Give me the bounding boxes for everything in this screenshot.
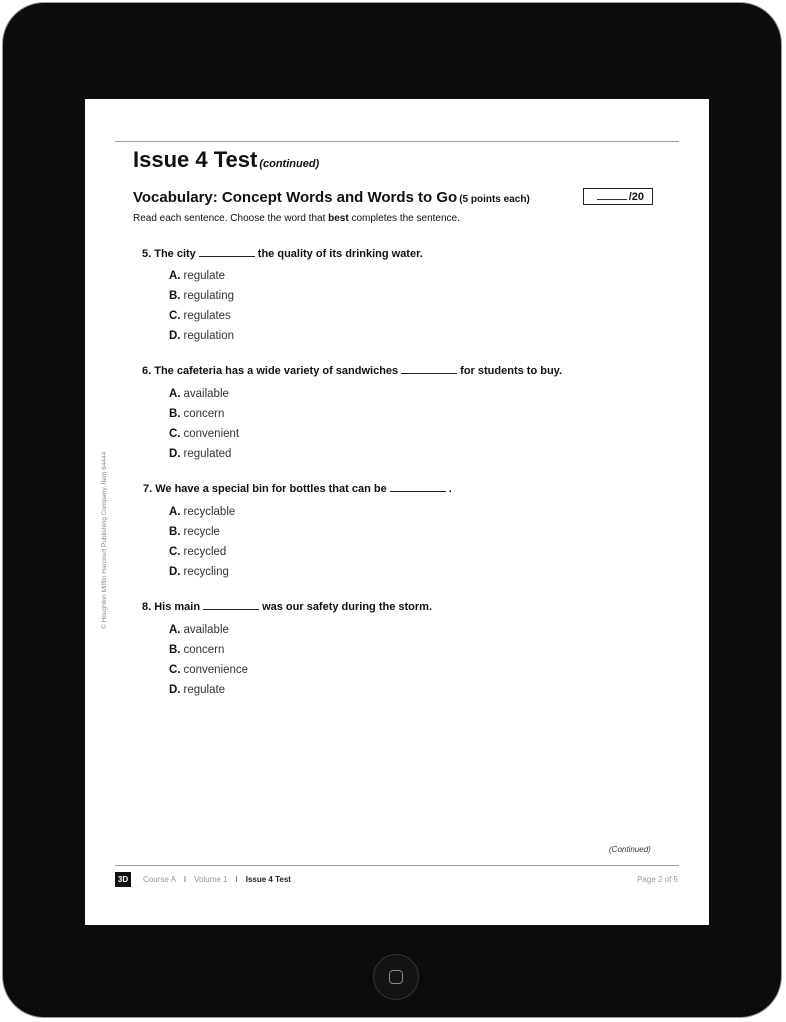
instructions-before: Read each sentence. Choose the word that [133, 213, 329, 224]
option-letter: A. [169, 270, 181, 282]
option-text: regulating [183, 290, 235, 302]
option-text: regulates [183, 310, 231, 322]
option-letter: C. [169, 428, 181, 440]
question-stem: 6. The cafeteria has a wide variety of sandwiches [142, 365, 399, 377]
page-title [133, 147, 319, 173]
question-5 [142, 247, 423, 260]
question-stem: 8. His main [142, 601, 201, 613]
option-6d[interactable] [169, 448, 231, 460]
option-letter: D. [169, 566, 181, 578]
option-8a[interactable] [169, 624, 229, 636]
option-text: recycle [183, 526, 220, 538]
option-6a[interactable] [169, 388, 229, 400]
option-letter: A. [169, 388, 181, 400]
footer-info [143, 875, 291, 884]
option-8b[interactable] [169, 644, 224, 656]
question-stem-end: the quality of its drinking water. [257, 248, 423, 260]
option-text: recyclable [183, 506, 236, 518]
instructions-emphasis: best [328, 213, 349, 224]
option-text: recycling [183, 566, 229, 578]
option-text: convenient [183, 428, 240, 440]
footer-rule [115, 865, 679, 866]
footer-divider: I [183, 875, 187, 884]
publisher-logo: 3D [115, 872, 131, 887]
option-text: regulate [183, 270, 226, 282]
option-text: concern [183, 644, 225, 656]
option-letter: D. [169, 448, 181, 460]
option-7a[interactable] [169, 506, 235, 518]
option-5a[interactable] [169, 270, 225, 282]
section-heading [133, 189, 530, 206]
option-letter: D. [169, 684, 181, 696]
option-letter: B. [169, 644, 181, 656]
option-5c[interactable] [169, 310, 231, 322]
answer-blank [390, 482, 446, 492]
document-page [85, 99, 709, 925]
copyright-note: © Houghton Mifflin Harcourt Publishing Company. Item 64444 [101, 451, 108, 629]
option-letter: A. [169, 506, 181, 518]
page-number: Page 2 of 5 [637, 875, 678, 884]
option-letter: C. [169, 664, 181, 676]
answer-blank [203, 600, 259, 610]
option-letter: C. [169, 546, 181, 558]
option-letter: B. [169, 290, 181, 302]
question-stem-end: was our safety during the storm. [262, 601, 432, 613]
question-stem: 7. We have a special bin for bottles that can be [143, 483, 387, 495]
instructions [133, 213, 460, 224]
tablet-frame [2, 2, 782, 1018]
title-suffix: (continued) [259, 158, 320, 170]
home-button[interactable] [373, 954, 419, 1000]
option-6b[interactable] [169, 408, 224, 420]
score-total: /20 [628, 191, 644, 203]
option-letter: C. [169, 310, 181, 322]
question-6 [142, 364, 562, 377]
question-stem-end: . [448, 483, 452, 495]
section-heading-text: Vocabulary: Concept Words and Words to Go [133, 189, 458, 206]
question-stem: 5. The city [142, 248, 196, 260]
score-blank [597, 189, 627, 200]
option-text: available [183, 624, 229, 636]
option-8d[interactable] [169, 684, 225, 696]
option-6c[interactable] [169, 428, 239, 440]
option-7d[interactable] [169, 566, 229, 578]
option-text: available [183, 388, 229, 400]
home-icon [389, 970, 403, 984]
option-5b[interactable] [169, 290, 234, 302]
footer-test-name: Issue 4 Test [245, 875, 291, 884]
instructions-after: completes the sentence. [348, 213, 460, 224]
footer-volume: Volume 1 [194, 875, 228, 884]
option-letter: A. [169, 624, 181, 636]
question-8 [142, 600, 432, 613]
answer-blank [199, 247, 255, 257]
option-7c[interactable] [169, 546, 226, 558]
question-stem-end: for students to buy. [460, 365, 563, 377]
option-text: regulation [183, 330, 235, 342]
footer-course: Course A [143, 875, 176, 884]
option-7b[interactable] [169, 526, 220, 538]
option-letter: B. [169, 408, 181, 420]
header-rule [115, 141, 679, 142]
option-text: regulated [183, 448, 232, 460]
option-text: concern [183, 408, 225, 420]
option-text: convenience [183, 664, 249, 676]
answer-blank [401, 364, 457, 374]
section-points: (5 points each) [459, 194, 530, 205]
option-letter: B. [169, 526, 181, 538]
option-5d[interactable] [169, 330, 234, 342]
option-text: regulate [183, 684, 226, 696]
continued-label: (Continued) [609, 845, 651, 854]
question-7 [143, 482, 452, 495]
option-letter: D. [169, 330, 181, 342]
title-text: Issue 4 Test [133, 147, 258, 172]
option-text: recycled [183, 546, 227, 558]
score-box [583, 188, 653, 205]
footer-divider: I [235, 875, 238, 884]
option-8c[interactable] [169, 664, 248, 676]
